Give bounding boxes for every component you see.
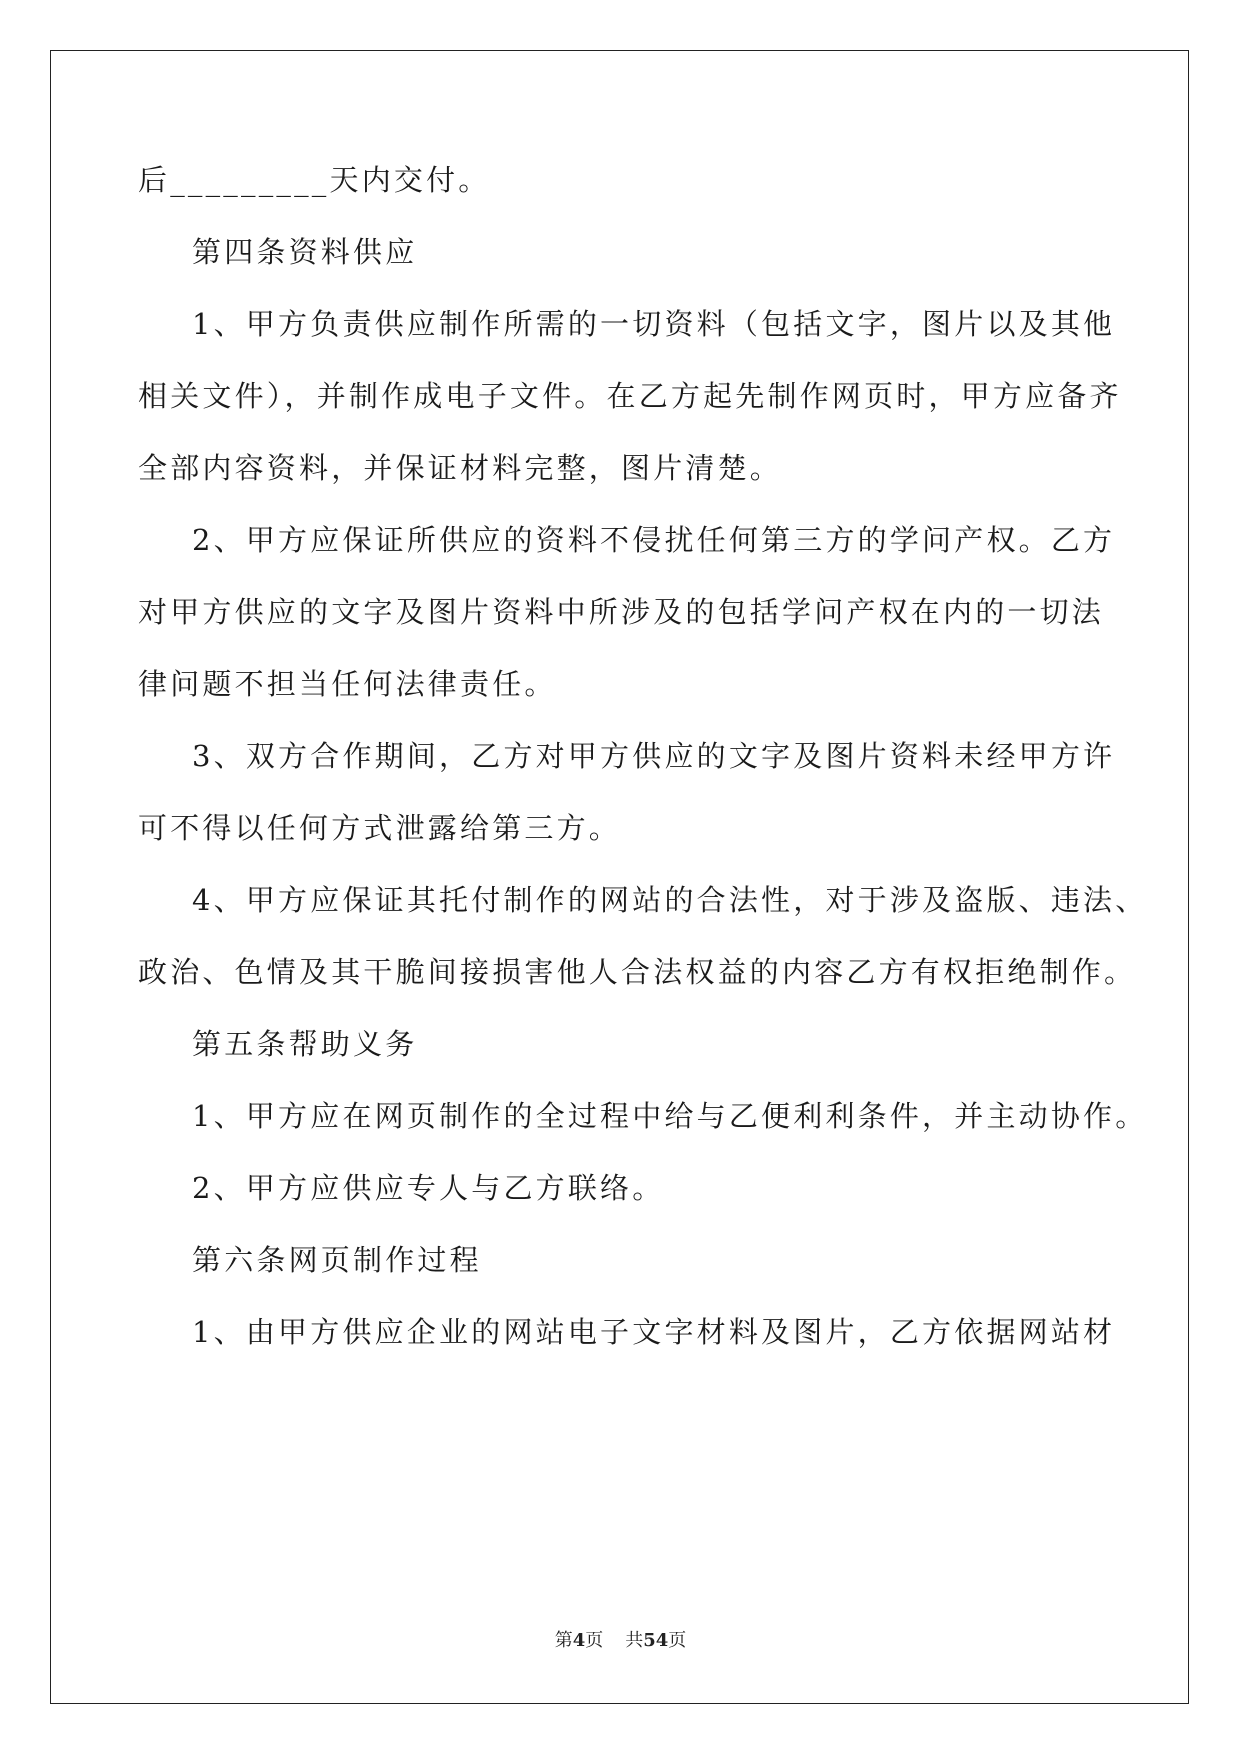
page-border xyxy=(50,50,1189,1704)
page-prefix: 第 xyxy=(554,1630,573,1651)
total-suffix: 页 xyxy=(668,1630,687,1651)
text-line-15: 2、甲方应供应专人与乙方联络。 xyxy=(192,1171,665,1205)
text-line-11: 4、甲方应保证其托付制作的网站的合法性，对于涉及盗版、违法、 xyxy=(192,883,1148,917)
text-line-12: 政治、色情及其干脆间接损害他人合法权益的内容乙方有权拒绝制作。 xyxy=(138,955,1137,989)
page-number: 4 xyxy=(572,1630,586,1651)
page-footer xyxy=(0,1626,1241,1652)
text-line-8: 律问题不担当任何法律责任。 xyxy=(138,667,557,701)
text-line-10: 可不得以任何方式泄露给第三方。 xyxy=(138,811,622,845)
text-line-7: 对甲方供应的文字及图片资料中所涉及的包括学问产权在内的一切法 xyxy=(138,595,1105,629)
text-line-17: 1、由甲方供应企业的网站电子文字材料及图片，乙方依据网站材 xyxy=(192,1315,1116,1349)
text-line-6: 2、甲方应保证所供应的资料不侵扰任何第三方的学问产权。乙方 xyxy=(192,523,1116,557)
section-heading-6: 第六条网页制作过程 xyxy=(192,1243,482,1277)
section-heading-5: 第五条帮助义务 xyxy=(192,1027,418,1061)
text-line-3: 1、甲方负责供应制作所需的一切资料（包括文字，图片以及其他 xyxy=(192,307,1116,341)
text-line-4: 相关文件），并制作成电子文件。在乙方起先制作网页时，甲方应备齐 xyxy=(138,379,1122,413)
section-heading-4: 第四条资料供应 xyxy=(192,235,418,269)
text-line-9: 3、双方合作期间，乙方对甲方供应的文字及图片资料未经甲方许 xyxy=(192,739,1116,773)
total-prefix: 共 xyxy=(625,1630,644,1651)
text-line-14: 1、甲方应在网页制作的全过程中给与乙便利利条件，并主动协作。 xyxy=(192,1099,1148,1133)
text-line-5: 全部内容资料，并保证材料完整，图片清楚。 xyxy=(138,451,783,485)
total-pages: 54 xyxy=(643,1630,669,1651)
text-line-1: 后_________天内交付。 xyxy=(138,163,491,197)
page-suffix: 页 xyxy=(585,1630,604,1651)
